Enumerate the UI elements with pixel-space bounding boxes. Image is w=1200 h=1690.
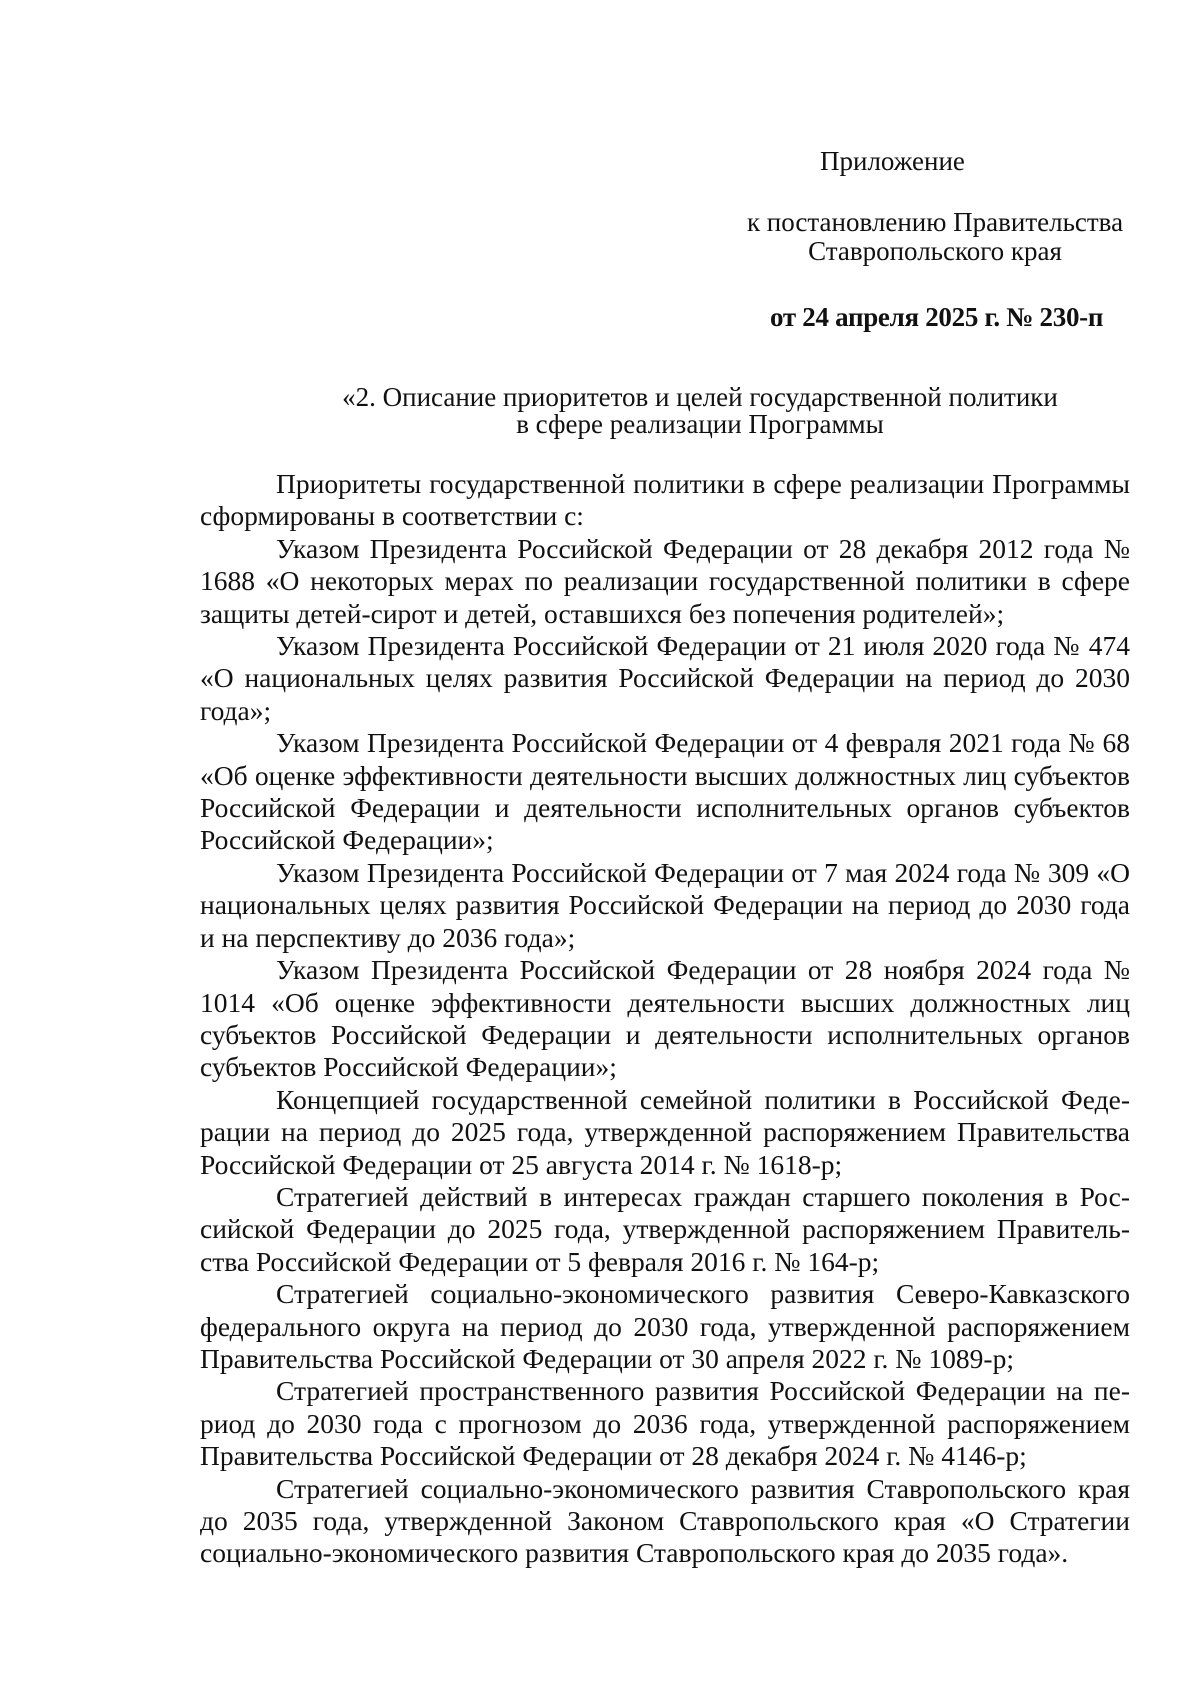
paragraph-spatial-development-strategy: Стратегией пространственного развития Российской Федерации на период до 2030 года с прогнозом до 2036 года, утвержденной распоряжением Правительства Российской Федерации от 28 декабря 2024 г. № 4146-р; xyxy=(200,1375,1130,1472)
paragraph-decree-68: Указом Президента Российской Федерации от 4 февраля 2021 года № 68 «Об оценке эффективности деятельности высших должностных лиц субъектов Российской Федерации и деятельности исполнительных органов субъектов Российской Федерации»; xyxy=(200,727,1130,856)
paragraph-north-caucasus-strategy: Стратегией социально-экономического развития Северо-Кавказского федерального округа на период до 2030 года, утвержденной распоряжением Правительства Российской Федерации от 30 апреля 2022 г. № 1089-р; xyxy=(200,1278,1130,1374)
decree-reference-line-2: Ставропольского края xyxy=(808,236,1062,266)
section-title-line-2: в сфере реализации Программы xyxy=(516,409,884,439)
paragraph-decree-1014: Указом Президента Российской Федерации от 28 ноября 2024 года № 1014 «Об оценке эффективности деятельности высших должностных лиц субъектов Российской Федерации и деятельности исполнительных органов субъектов Российской Федерации»; xyxy=(200,954,1130,1083)
paragraph-stavropol-strategy: Стратегией социально-экономического развития Ставропольского края до 2035 года, утвержденной Законом Ставропольского края «О Стратегии социально-экономического развития Ставропольского края до 2035 года». xyxy=(200,1472,1130,1569)
decree-date-number: от 24 апреля 2025 г. № 230-п xyxy=(770,302,1104,332)
decree-reference xyxy=(735,208,1135,266)
section-title xyxy=(320,384,1080,438)
paragraph-decree-1688: Указом Президента Российской Федерации от 28 декабря 2012 года № 1688 «О некоторых мерах по реализации государственной политики в сфере защиты детей-сирот и детей, оставшихся без попечения родителей»; xyxy=(200,532,1130,629)
paragraph-family-policy-concept: Концепцией государственной семейной политики в Российской Федерации на период до 2025 года, утвержденной распоряжением Правительства Российской Федерации от 25 августа 2014 г. № 1618-р; xyxy=(200,1083,1130,1180)
paragraph-intro: Приоритеты государственной политики в сфере реализации Программы сформированы в соответствии с: xyxy=(200,468,1130,532)
paragraph-elderly-strategy: Стратегией действий в интересах граждан старшего поколения в Российской Федерации до 2025 года, утвержденной распоряжением Правительства Российской Федерации от 5 февраля 2016 г. № 164-р; xyxy=(200,1180,1130,1277)
decree-reference-line-1: к постановлению Правительства xyxy=(746,207,1124,237)
section-title-line-1: «2. Описание приоритетов и целей государственной политики xyxy=(342,382,1058,412)
appendix-label: Приложение xyxy=(820,146,965,176)
body-text xyxy=(200,468,1130,1570)
paragraph-decree-309: Указом Президента Российской Федерации от 7 мая 2024 года № 309 «О национальных целях развития Российской Федерации на период до 2030 года и на перспективу до 2036 года»; xyxy=(200,856,1130,953)
paragraph-decree-474: Указом Президента Российской Федерации от 21 июля 2020 года № 474 «О национальных целях развития Российской Федерации на период до 2030 года»; xyxy=(200,630,1130,726)
